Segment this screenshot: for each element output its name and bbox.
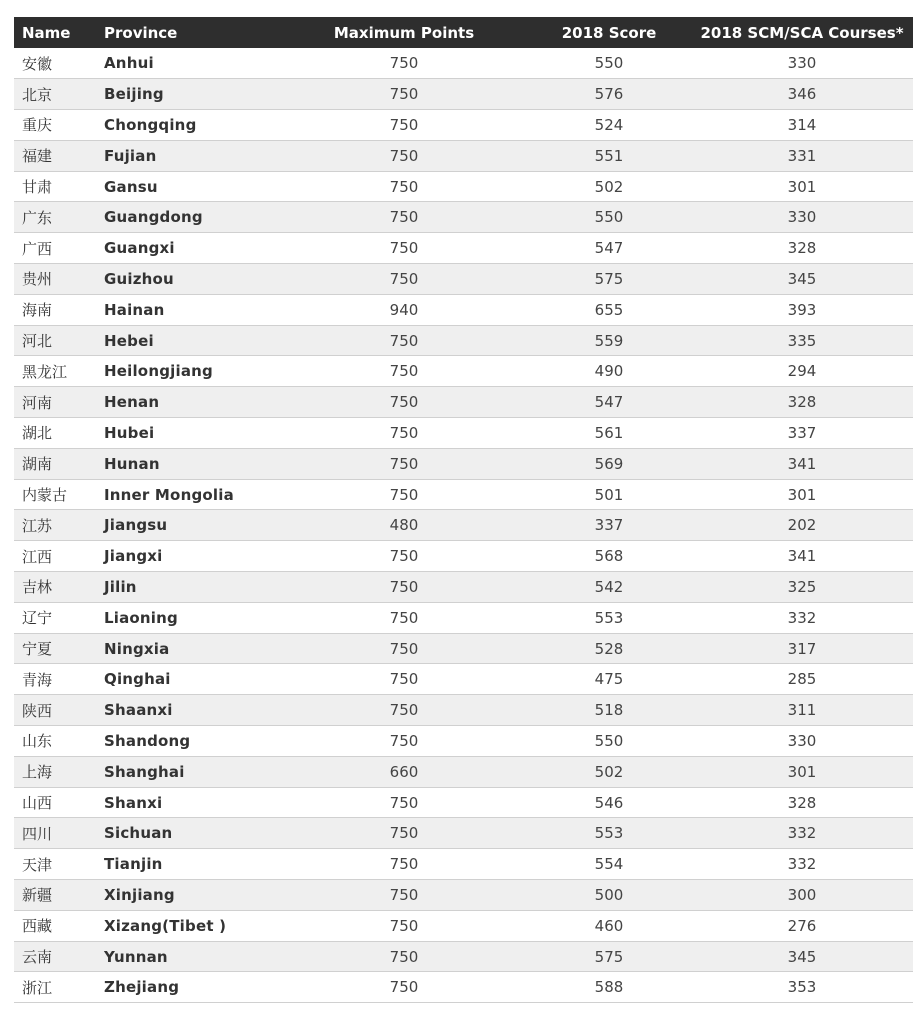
cell-name: 陕西 <box>14 695 96 726</box>
cell-scm: 345 <box>691 941 913 972</box>
cell-score: 502 <box>527 171 691 202</box>
cell-province: Hainan <box>96 294 281 325</box>
table-row <box>14 541 913 572</box>
cell-province: Guangdong <box>96 202 281 233</box>
cell-max-points: 750 <box>281 602 527 633</box>
cell-name: 山西 <box>14 787 96 818</box>
cell-score: 550 <box>527 726 691 757</box>
cell-name: 山东 <box>14 726 96 757</box>
cell-max-points: 750 <box>281 110 527 141</box>
cell-scm: 341 <box>691 541 913 572</box>
cell-max-points: 750 <box>281 48 527 79</box>
cell-name: 贵州 <box>14 264 96 295</box>
header-name: Name <box>22 23 71 42</box>
table-row <box>14 818 913 849</box>
header-scm: 2018 SCM/SCA Courses* <box>700 23 904 42</box>
cell-name: 江西 <box>14 541 96 572</box>
cell-max-points: 750 <box>281 972 527 1003</box>
header-max-points: Maximum Points <box>333 23 475 42</box>
cell-province: Guangxi <box>96 233 281 264</box>
cell-score: 546 <box>527 787 691 818</box>
cell-province: Yunnan <box>96 941 281 972</box>
cell-name: 浙江 <box>14 972 96 1003</box>
cell-score: 518 <box>527 695 691 726</box>
cell-province: Shandong <box>96 726 281 757</box>
cell-score: 561 <box>527 418 691 449</box>
header-province: Province <box>104 23 178 42</box>
cell-score: 588 <box>527 972 691 1003</box>
cell-scm: 335 <box>691 325 913 356</box>
cell-scm: 294 <box>691 356 913 387</box>
table-row <box>14 510 913 541</box>
cell-name: 天津 <box>14 849 96 880</box>
cell-province: Sichuan <box>96 818 281 849</box>
cell-scm: 345 <box>691 264 913 295</box>
cell-name: 宁夏 <box>14 633 96 664</box>
cell-score: 569 <box>527 448 691 479</box>
cell-province: Inner Mongolia <box>96 479 281 510</box>
cell-province: Fujian <box>96 140 281 171</box>
cell-score: 575 <box>527 264 691 295</box>
cell-name: 云南 <box>14 941 96 972</box>
cell-score: 475 <box>527 664 691 695</box>
cell-province: Gansu <box>96 171 281 202</box>
cell-max-points: 750 <box>281 418 527 449</box>
header-row <box>14 17 913 48</box>
cell-scm: 276 <box>691 910 913 941</box>
cell-max-points: 750 <box>281 818 527 849</box>
cell-scm: 301 <box>691 479 913 510</box>
cell-max-points: 750 <box>281 325 527 356</box>
cell-max-points: 750 <box>281 787 527 818</box>
cell-score: 490 <box>527 356 691 387</box>
cell-province: Qinghai <box>96 664 281 695</box>
cell-province: Hebei <box>96 325 281 356</box>
cell-score: 551 <box>527 140 691 171</box>
table-row <box>14 325 913 356</box>
cell-score: 460 <box>527 910 691 941</box>
table-row <box>14 264 913 295</box>
cell-scm: 337 <box>691 418 913 449</box>
cell-score: 553 <box>527 818 691 849</box>
cell-scm: 332 <box>691 818 913 849</box>
cell-province: Xizang(Tibet ) <box>96 910 281 941</box>
cell-scm: 346 <box>691 79 913 110</box>
table-row <box>14 633 913 664</box>
header-score: 2018 Score <box>561 23 657 42</box>
cell-province: Chongqing <box>96 110 281 141</box>
cell-scm: 393 <box>691 294 913 325</box>
table-row <box>14 233 913 264</box>
table-row <box>14 202 913 233</box>
cell-scm: 341 <box>691 448 913 479</box>
cell-scm: 311 <box>691 695 913 726</box>
cell-name: 江苏 <box>14 510 96 541</box>
cell-scm: 330 <box>691 726 913 757</box>
cell-province: Shanghai <box>96 756 281 787</box>
table-row <box>14 356 913 387</box>
cell-max-points: 750 <box>281 202 527 233</box>
cell-max-points: 750 <box>281 541 527 572</box>
cell-scm: 330 <box>691 202 913 233</box>
cell-score: 337 <box>527 510 691 541</box>
cell-score: 553 <box>527 602 691 633</box>
cell-max-points: 660 <box>281 756 527 787</box>
cell-max-points: 750 <box>281 387 527 418</box>
cell-max-points: 750 <box>281 695 527 726</box>
cell-name: 重庆 <box>14 110 96 141</box>
cell-name: 福建 <box>14 140 96 171</box>
cell-score: 547 <box>527 233 691 264</box>
table-row <box>14 910 913 941</box>
cell-province: Hunan <box>96 448 281 479</box>
cell-province: Tianjin <box>96 849 281 880</box>
table-row <box>14 387 913 418</box>
cell-name: 河南 <box>14 387 96 418</box>
cell-scm: 328 <box>691 387 913 418</box>
cell-scm: 314 <box>691 110 913 141</box>
cell-name: 新疆 <box>14 880 96 911</box>
cell-province: Xinjiang <box>96 880 281 911</box>
cell-name: 黑龙江 <box>14 356 96 387</box>
table-row <box>14 849 913 880</box>
cell-name: 吉林 <box>14 572 96 603</box>
table-row <box>14 572 913 603</box>
cell-max-points: 750 <box>281 356 527 387</box>
cell-scm: 353 <box>691 972 913 1003</box>
cell-province: Henan <box>96 387 281 418</box>
cell-province: Jiangxi <box>96 541 281 572</box>
cell-province: Jilin <box>96 572 281 603</box>
cell-province: Ningxia <box>96 633 281 664</box>
cell-province: Hubei <box>96 418 281 449</box>
cell-scm: 332 <box>691 849 913 880</box>
cell-score: 524 <box>527 110 691 141</box>
cell-name: 湖南 <box>14 448 96 479</box>
cell-scm: 328 <box>691 787 913 818</box>
cell-max-points: 750 <box>281 140 527 171</box>
cell-scm: 332 <box>691 602 913 633</box>
cell-score: 547 <box>527 387 691 418</box>
cell-max-points: 940 <box>281 294 527 325</box>
cell-score: 528 <box>527 633 691 664</box>
cell-name: 安徽 <box>14 48 96 79</box>
cell-scm: 202 <box>691 510 913 541</box>
cell-name: 海南 <box>14 294 96 325</box>
table-row <box>14 787 913 818</box>
cell-scm: 301 <box>691 171 913 202</box>
table-row <box>14 140 913 171</box>
cell-name: 内蒙古 <box>14 479 96 510</box>
table-row <box>14 972 913 1003</box>
table-row <box>14 79 913 110</box>
cell-name: 广东 <box>14 202 96 233</box>
cell-max-points: 750 <box>281 264 527 295</box>
cell-name: 四川 <box>14 818 96 849</box>
table-row <box>14 756 913 787</box>
table-row <box>14 171 913 202</box>
cell-score: 550 <box>527 48 691 79</box>
cell-max-points: 750 <box>281 941 527 972</box>
cell-score: 575 <box>527 941 691 972</box>
cell-name: 北京 <box>14 79 96 110</box>
cell-name: 西藏 <box>14 910 96 941</box>
cell-name: 辽宁 <box>14 602 96 633</box>
cell-max-points: 750 <box>281 572 527 603</box>
table-row <box>14 726 913 757</box>
cell-province: Heilongjiang <box>96 356 281 387</box>
cell-province: Jiangsu <box>96 510 281 541</box>
cell-score: 502 <box>527 756 691 787</box>
table-row <box>14 294 913 325</box>
cell-score: 501 <box>527 479 691 510</box>
cell-score: 500 <box>527 880 691 911</box>
cell-max-points: 750 <box>281 880 527 911</box>
table-row <box>14 48 913 79</box>
cell-province: Shaanxi <box>96 695 281 726</box>
cell-province: Shanxi <box>96 787 281 818</box>
cell-score: 559 <box>527 325 691 356</box>
table-row <box>14 941 913 972</box>
cell-scm: 330 <box>691 48 913 79</box>
cell-score: 655 <box>527 294 691 325</box>
cell-name: 河北 <box>14 325 96 356</box>
cell-scm: 331 <box>691 140 913 171</box>
table-row <box>14 448 913 479</box>
cell-score: 568 <box>527 541 691 572</box>
table-header <box>14 17 913 48</box>
cell-scm: 317 <box>691 633 913 664</box>
table-row <box>14 695 913 726</box>
cell-max-points: 750 <box>281 233 527 264</box>
cell-scm: 325 <box>691 572 913 603</box>
table-row <box>14 418 913 449</box>
cell-scm: 301 <box>691 756 913 787</box>
table-row <box>14 664 913 695</box>
table-row <box>14 880 913 911</box>
table-row <box>14 602 913 633</box>
cell-max-points: 750 <box>281 849 527 880</box>
cell-name: 广西 <box>14 233 96 264</box>
cell-max-points: 480 <box>281 510 527 541</box>
cell-province: Anhui <box>96 48 281 79</box>
cell-score: 550 <box>527 202 691 233</box>
table-body <box>14 48 913 1003</box>
cell-name: 上海 <box>14 756 96 787</box>
cell-max-points: 750 <box>281 664 527 695</box>
cell-max-points: 750 <box>281 910 527 941</box>
cell-max-points: 750 <box>281 633 527 664</box>
cell-name: 湖北 <box>14 418 96 449</box>
cell-scm: 328 <box>691 233 913 264</box>
cell-province: Beijing <box>96 79 281 110</box>
cell-province: Guizhou <box>96 264 281 295</box>
province-score-table <box>14 17 913 1003</box>
cell-max-points: 750 <box>281 479 527 510</box>
cell-province: Liaoning <box>96 602 281 633</box>
table-row <box>14 479 913 510</box>
cell-max-points: 750 <box>281 726 527 757</box>
cell-score: 576 <box>527 79 691 110</box>
cell-score: 542 <box>527 572 691 603</box>
cell-province: Zhejiang <box>96 972 281 1003</box>
cell-name: 甘肃 <box>14 171 96 202</box>
cell-scm: 285 <box>691 664 913 695</box>
cell-name: 青海 <box>14 664 96 695</box>
cell-scm: 300 <box>691 880 913 911</box>
cell-max-points: 750 <box>281 171 527 202</box>
cell-score: 554 <box>527 849 691 880</box>
cell-max-points: 750 <box>281 448 527 479</box>
cell-max-points: 750 <box>281 79 527 110</box>
table-row <box>14 110 913 141</box>
